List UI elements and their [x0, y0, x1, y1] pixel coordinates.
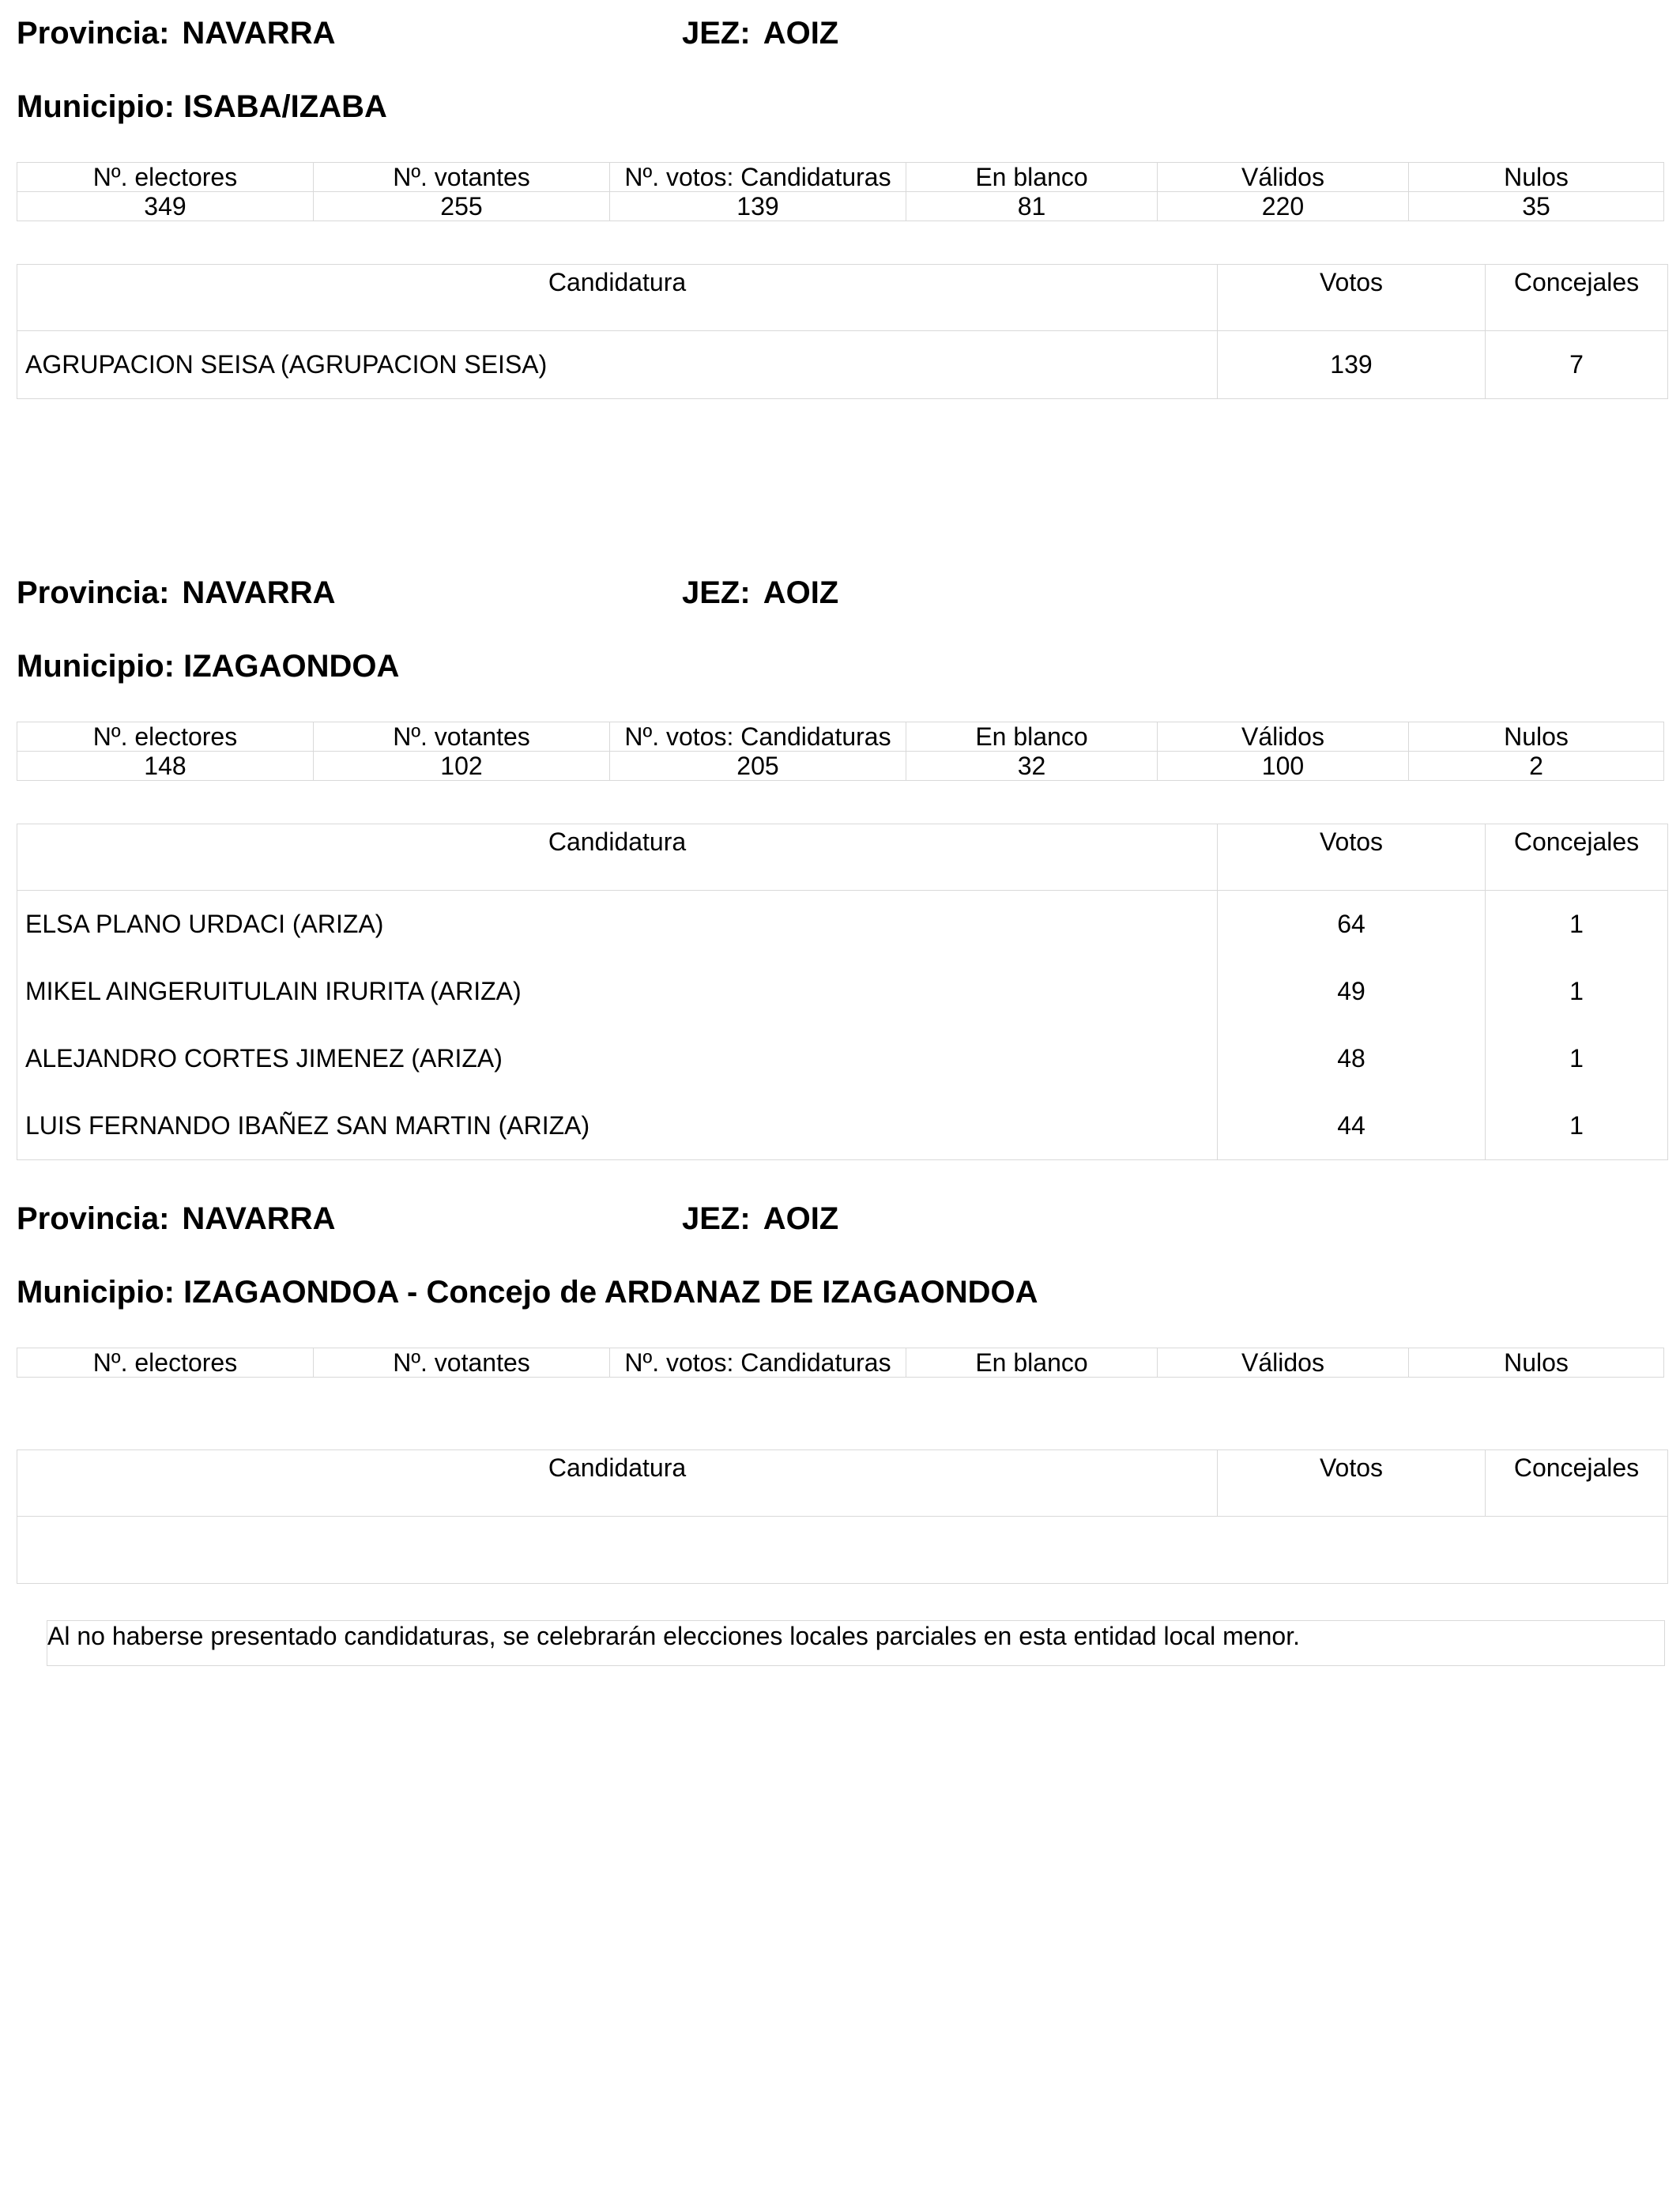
stats-header-validos: Válidos — [1158, 722, 1409, 752]
stats-header-validos: Válidos — [1158, 163, 1409, 192]
stats-header-votantes: Nº. votantes — [314, 722, 610, 752]
municipio-heading: Municipio: IZAGAONDOA — [17, 649, 400, 684]
jez-heading: JEZ: AOIZ — [682, 1201, 839, 1236]
stats-value-validos: 100 — [1158, 752, 1409, 781]
provincia-value: NAVARRA — [182, 1201, 336, 1236]
candidate-votos: 139 — [1218, 331, 1486, 399]
candidate-row — [17, 891, 1668, 959]
stats-header-electores: Nº. electores — [17, 722, 314, 752]
stats-value-votantes: 255 — [314, 192, 610, 221]
stats-value-votantes: 102 — [314, 752, 610, 781]
note-text: Al no haberse presentado candidaturas, se celebrarán elecciones locales parciales en esta entidad local menor. — [47, 1622, 1300, 1650]
stats-value-electores: 148 — [17, 752, 314, 781]
stats-value-en-blanco: 32 — [906, 752, 1158, 781]
stats-header-nulos: Nulos — [1409, 1348, 1664, 1378]
candidate-votos: 48 — [1218, 1025, 1486, 1092]
stats-header-row — [17, 722, 1664, 752]
municipio-value: ISABA/IZABA — [183, 89, 387, 124]
votos-header: Votos — [1218, 265, 1486, 331]
candidate-votos: 49 — [1218, 958, 1486, 1025]
candidate-concejales: 1 — [1569, 1111, 1584, 1140]
candidate-concejales: 1 — [1569, 910, 1584, 938]
municipio-heading: Municipio: IZAGAONDOA - Concejo de ARDANAZ DE IZAGAONDOA — [17, 1275, 1038, 1310]
jez-value: AOIZ — [763, 575, 839, 610]
empty-cell — [17, 1517, 1218, 1584]
stats-header-nulos: Nulos — [1409, 163, 1664, 192]
stats-value-votos-candidaturas: 205 — [610, 752, 906, 781]
stats-header-votos-candidaturas: Nº. votos: Candidaturas — [610, 163, 906, 192]
candidatura-header-row — [17, 1450, 1668, 1517]
candidate-row — [17, 1092, 1668, 1160]
municipio-value: IZAGAONDOA - Concejo de ARDANAZ DE IZAGAONDOA — [183, 1275, 1038, 1310]
stats-header-votos-candidaturas: Nº. votos: Candidaturas — [610, 1348, 906, 1378]
jez-heading: JEZ: AOIZ — [682, 575, 839, 610]
stats-header-row — [17, 1348, 1664, 1378]
candidatura-header: Candidatura — [17, 1450, 1218, 1517]
stats-value-row — [17, 752, 1664, 781]
empty-cell — [1486, 1517, 1668, 1584]
candidate-row — [17, 1025, 1668, 1092]
candidate-concejales: 1 — [1569, 977, 1584, 1005]
stats-header-validos: Válidos — [1158, 1348, 1409, 1378]
candidatura-header: Candidatura — [17, 824, 1218, 891]
candidate-votos: 64 — [1218, 891, 1486, 959]
stats-value-nulos: 2 — [1409, 752, 1664, 781]
stats-table — [17, 722, 1664, 781]
candidatura-table — [17, 1449, 1668, 1584]
concejales-header: Concejales — [1486, 265, 1668, 331]
votos-header: Votos — [1218, 1450, 1486, 1517]
stats-value-votos-candidaturas: 139 — [610, 192, 906, 221]
stats-value-row — [17, 192, 1664, 221]
candidate-name: MIKEL AINGERUITULAIN IRURITA (ARIZA) — [17, 958, 1218, 1025]
stats-value-electores: 349 — [17, 192, 314, 221]
provincia-heading: Provincia: NAVARRA — [17, 16, 336, 51]
no-candidates-note — [47, 1620, 1665, 1666]
candidate-name: LUIS FERNANDO IBAÑEZ SAN MARTIN (ARIZA) — [17, 1092, 1218, 1160]
stats-header-en-blanco: En blanco — [906, 722, 1158, 752]
candidate-name: ELSA PLANO URDACI (ARIZA) — [17, 891, 1218, 959]
provincia-value: NAVARRA — [182, 575, 336, 610]
empty-cell — [1218, 1517, 1486, 1584]
candidate-row — [17, 331, 1668, 399]
stats-header-row — [17, 163, 1664, 192]
provincia-heading: Provincia: NAVARRA — [17, 1201, 336, 1236]
provincia-heading: Provincia: NAVARRA — [17, 575, 336, 610]
stats-header-en-blanco: En blanco — [906, 1348, 1158, 1378]
jez-value: AOIZ — [763, 16, 839, 51]
stats-value-en-blanco: 81 — [906, 192, 1158, 221]
candidate-name: AGRUPACION SEISA (AGRUPACION SEISA) — [17, 331, 1218, 399]
stats-value-nulos: 35 — [1409, 192, 1664, 221]
stats-header-electores: Nº. electores — [17, 1348, 314, 1378]
candidate-votos: 44 — [1218, 1092, 1486, 1160]
candidatura-table — [17, 264, 1668, 399]
candidatura-header: Candidatura — [17, 265, 1218, 331]
stats-header-nulos: Nulos — [1409, 722, 1664, 752]
candidate-concejales: 7 — [1569, 350, 1584, 379]
stats-table — [17, 162, 1664, 221]
stats-header-votantes: Nº. votantes — [314, 163, 610, 192]
candidate-name: ALEJANDRO CORTES JIMENEZ (ARIZA) — [17, 1025, 1218, 1092]
concejales-header: Concejales — [1486, 824, 1668, 891]
candidatura-table — [17, 824, 1668, 1160]
candidate-concejales: 1 — [1569, 1044, 1584, 1072]
stats-header-en-blanco: En blanco — [906, 163, 1158, 192]
empty-candidate-row — [17, 1517, 1668, 1584]
stats-value-validos: 220 — [1158, 192, 1409, 221]
votos-header: Votos — [1218, 824, 1486, 891]
municipio-heading: Municipio: ISABA/IZABA — [17, 89, 387, 124]
stats-header-electores: Nº. electores — [17, 163, 314, 192]
candidatura-header-row — [17, 824, 1668, 891]
concejales-header: Concejales — [1486, 1450, 1668, 1517]
stats-header-votantes: Nº. votantes — [314, 1348, 610, 1378]
provincia-value: NAVARRA — [182, 16, 336, 51]
jez-value: AOIZ — [763, 1201, 839, 1236]
jez-heading: JEZ: AOIZ — [682, 16, 839, 51]
stats-table — [17, 1348, 1664, 1378]
municipio-value: IZAGAONDOA — [183, 649, 400, 684]
candidate-row — [17, 958, 1668, 1025]
candidatura-header-row — [17, 265, 1668, 331]
stats-header-votos-candidaturas: Nº. votos: Candidaturas — [610, 722, 906, 752]
